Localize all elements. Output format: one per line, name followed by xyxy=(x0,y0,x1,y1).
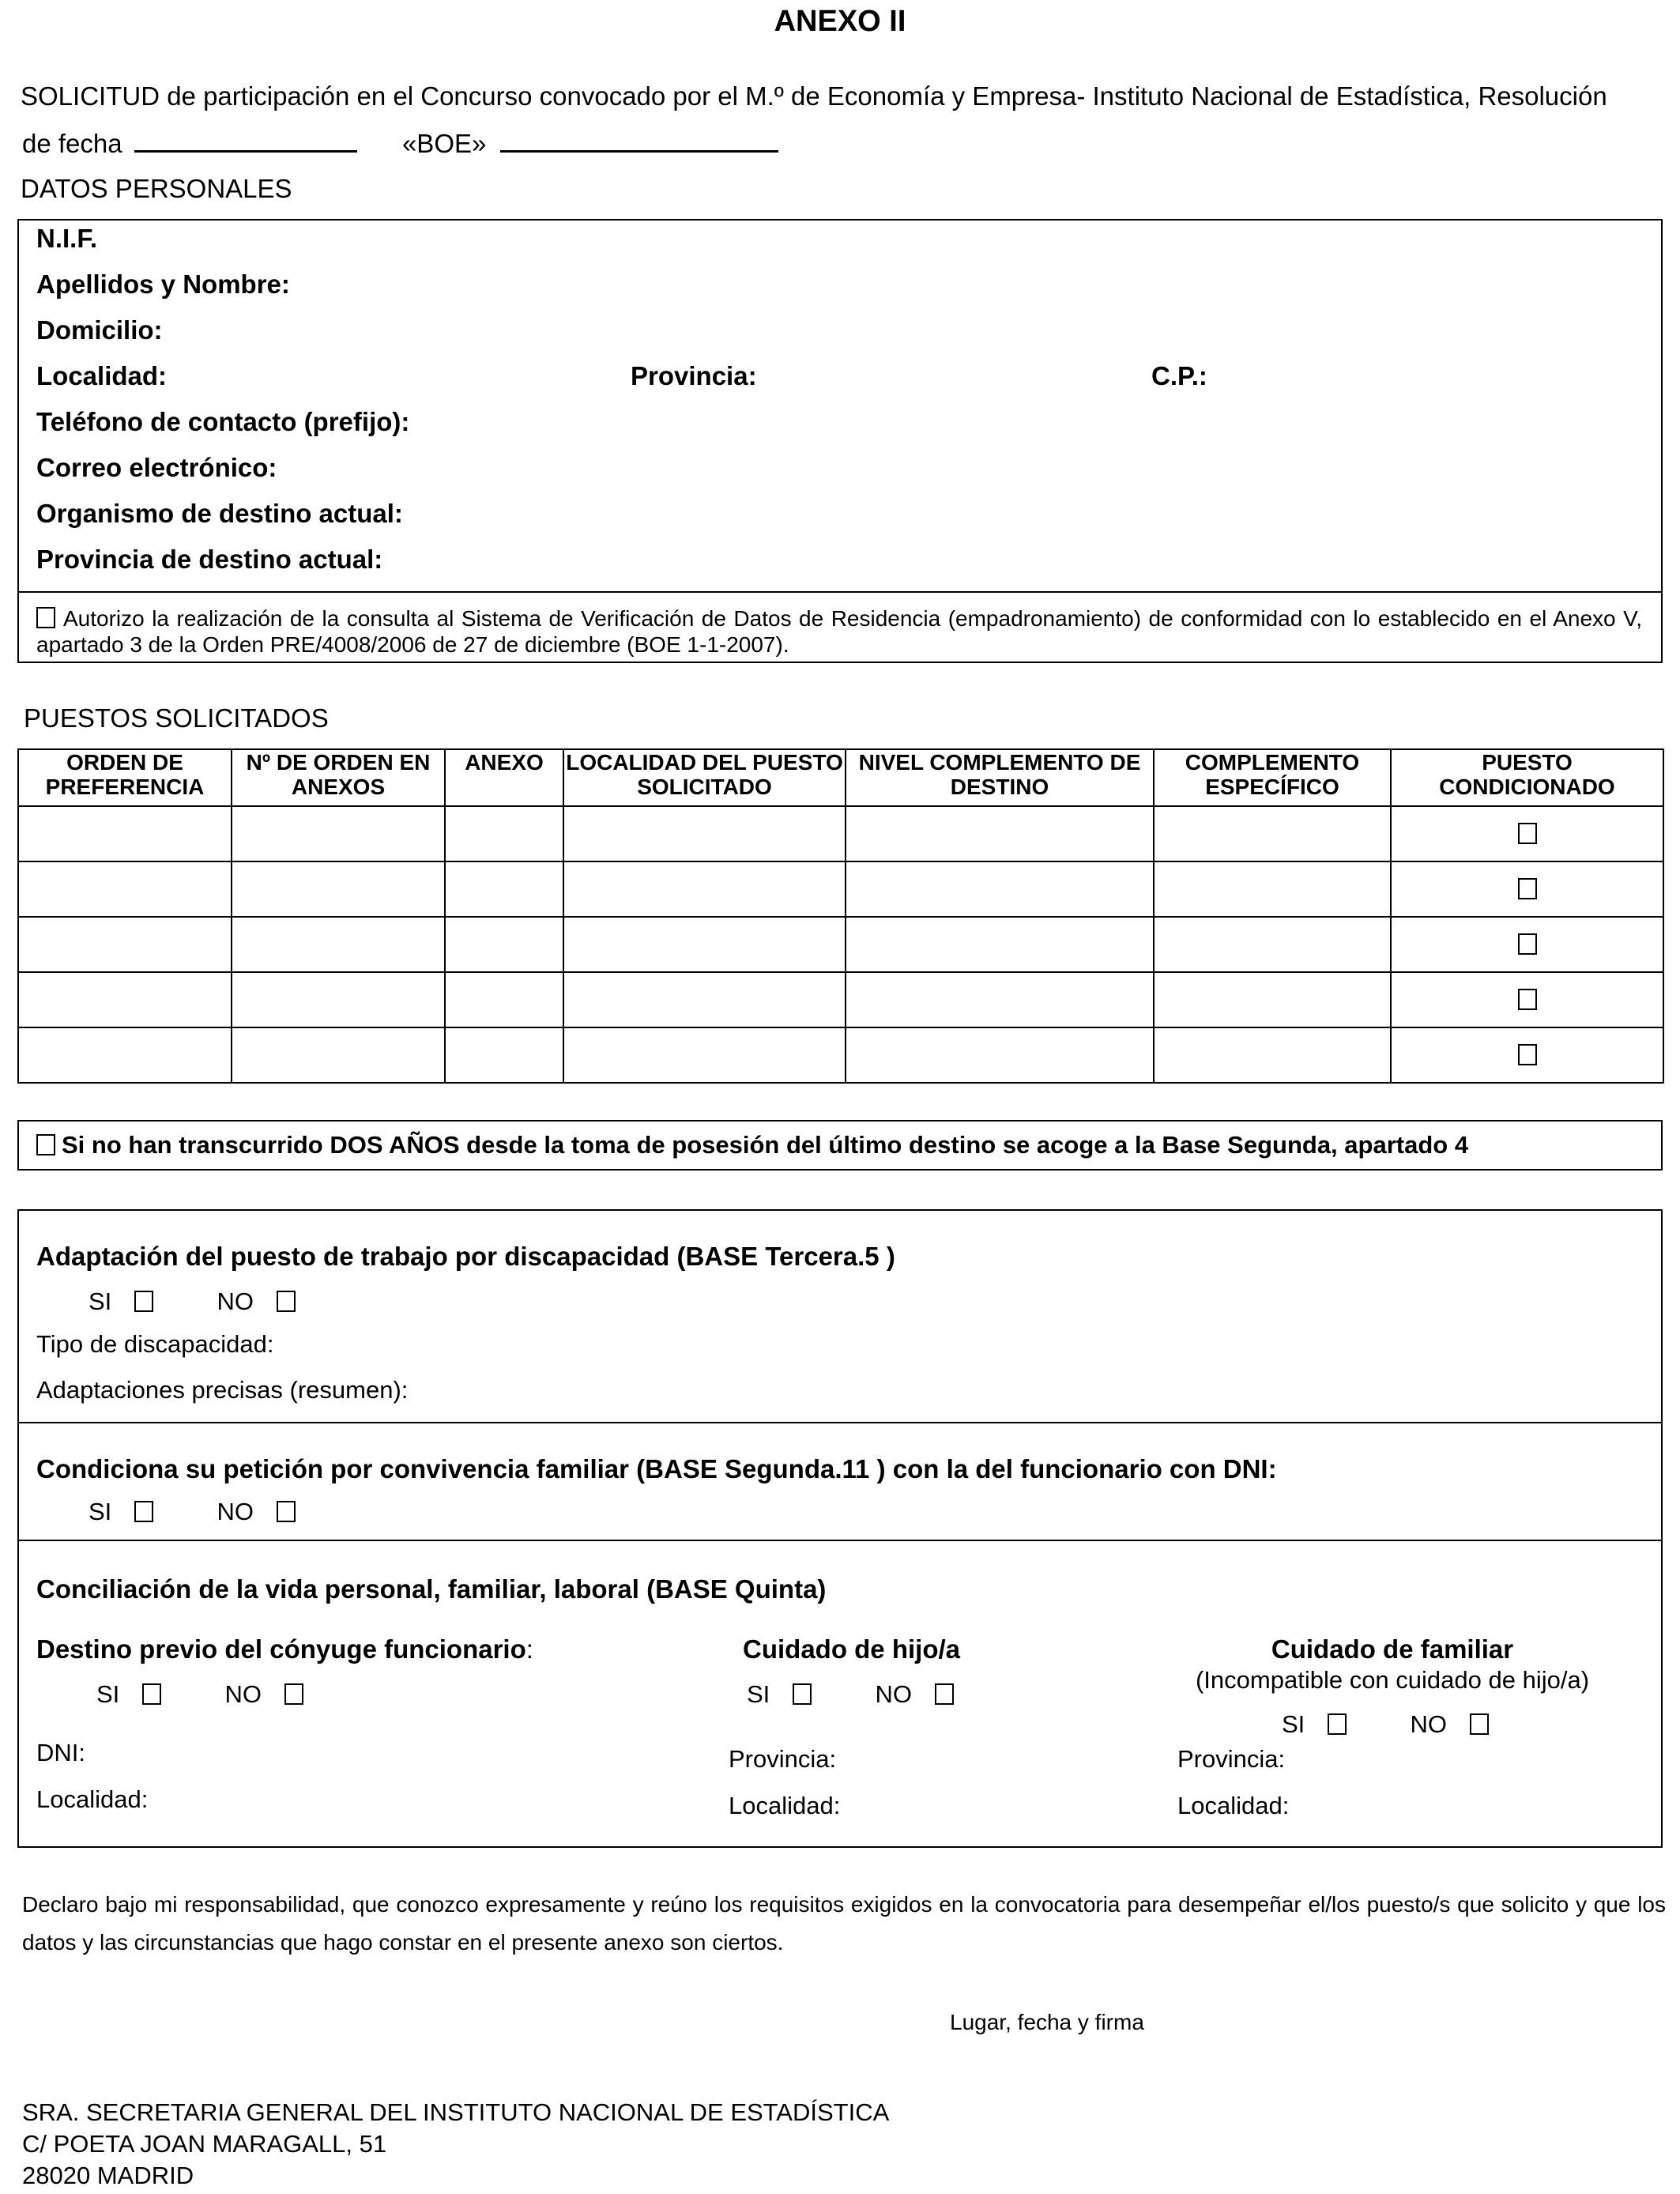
address-line-3: 28020 MADRID xyxy=(22,2162,194,2189)
col-nivel-complemento: NIVEL COMPLEMENTO DE DESTINO xyxy=(846,749,1154,806)
document-title: ANEXO II xyxy=(774,5,906,38)
table-row xyxy=(18,806,1663,861)
dos-anos-checkbox[interactable] xyxy=(36,1134,55,1155)
table-cell[interactable] xyxy=(445,806,563,861)
table-cell[interactable] xyxy=(445,861,563,917)
dos-anos-text-pre: Si no han transcurrido xyxy=(62,1131,330,1159)
apellidos-label: Apellidos y Nombre: xyxy=(36,270,290,299)
table-cell[interactable] xyxy=(1154,972,1391,1027)
conyuge-title: Destino previo del cónyuge funcionario xyxy=(36,1634,526,1664)
convivencia-si-label: SI xyxy=(89,1498,112,1525)
hijo-no-checkbox[interactable] xyxy=(935,1683,954,1705)
consent-checkbox[interactable] xyxy=(36,607,55,628)
conciliacion-title: Conciliación de la vida personal, familiar, laboral (BASE Quinta) xyxy=(36,1574,827,1604)
conyuge-no-label: NO xyxy=(224,1680,262,1708)
table-row xyxy=(18,972,1663,1027)
consent-block xyxy=(36,605,1642,658)
table-cell[interactable] xyxy=(18,972,232,1027)
col-orden-preferencia: ORDEN DE PREFERENCIA xyxy=(18,749,232,806)
table-cell[interactable] xyxy=(563,917,846,972)
nif-label: N.I.F. xyxy=(36,224,98,253)
convivencia-si-checkbox[interactable] xyxy=(134,1501,153,1522)
table-cell[interactable] xyxy=(563,806,846,861)
declaracion-text: Declaro bajo mi responsabilidad, que conozco expresamente y reúno los requisitos exigidos en la convocatoria para desempeñar el/los puesto/s que solicito y que los datos y las circunstancias que hago constar en el presente anexo son ciertos. xyxy=(22,1892,1666,1955)
hijo-si-no xyxy=(747,1679,954,1710)
table-row xyxy=(18,861,1663,917)
circumstances-divider-1 xyxy=(17,1422,1663,1423)
convivencia-si-no xyxy=(89,1497,296,1527)
dos-anos-block xyxy=(36,1130,1468,1160)
condicionado-checkbox[interactable] xyxy=(1518,878,1537,899)
convivencia-no-checkbox[interactable] xyxy=(277,1501,296,1522)
table-cell[interactable] xyxy=(1154,917,1391,972)
hijo-provincia-label: Provincia: xyxy=(729,1745,837,1773)
familiar-subtitle: (Incompatible con cuidado de hijo/a) xyxy=(1195,1666,1590,1694)
hijo-no-label: NO xyxy=(875,1680,913,1708)
adaptacion-no-checkbox[interactable] xyxy=(277,1291,296,1312)
hijo-si-checkbox[interactable] xyxy=(793,1683,812,1705)
familiar-si-no xyxy=(1282,1710,1489,1740)
conyuge-si-no xyxy=(96,1679,303,1710)
circumstances-divider-2 xyxy=(17,1540,1663,1541)
hijo-title: Cuidado de hijo/a xyxy=(743,1634,961,1664)
condicionado-checkbox[interactable] xyxy=(1518,823,1537,844)
address-line-1: SRA. SECRETARIA GENERAL DEL INSTITUTO NACIONAL DE ESTADÍSTICA xyxy=(22,2098,890,2126)
familiar-si-checkbox[interactable] xyxy=(1328,1713,1347,1735)
familiar-si-label: SI xyxy=(1282,1710,1305,1738)
convivencia-title: Condiciona su petición por convivencia familiar (BASE Segunda.11 ) con la del funcionario con DNI: xyxy=(36,1454,1277,1483)
table-cell xyxy=(1391,972,1663,1027)
table-row xyxy=(18,917,1663,972)
familiar-localidad-label: Localidad: xyxy=(1177,1792,1290,1819)
table-row xyxy=(18,1027,1663,1083)
correo-label: Correo electrónico: xyxy=(36,453,277,482)
table-cell[interactable] xyxy=(18,806,232,861)
adaptacion-si-checkbox[interactable] xyxy=(134,1291,153,1312)
table-cell[interactable] xyxy=(232,972,445,1027)
table-cell[interactable] xyxy=(563,861,846,917)
table-cell xyxy=(1391,861,1663,917)
col-localidad: LOCALIDAD DEL PUESTO SOLICITADO xyxy=(563,749,846,806)
tipo-discapacidad-label: Tipo de discapacidad: xyxy=(36,1330,274,1358)
intro-line: SOLICITUD de participación en el Concurso convocado por el M.º de Economía y Empresa- Instituto Nacional de Estadística, Resolución xyxy=(21,81,1607,111)
adaptacion-si-no xyxy=(89,1287,296,1317)
adaptaciones-label: Adaptaciones precisas (resumen): xyxy=(36,1376,409,1404)
conyuge-localidad-label: Localidad: xyxy=(36,1785,149,1813)
condicionado-checkbox[interactable] xyxy=(1518,1044,1537,1065)
table-cell[interactable] xyxy=(232,861,445,917)
conyuge-no-checkbox[interactable] xyxy=(284,1683,303,1705)
telefono-label: Teléfono de contacto (prefijo): xyxy=(36,407,410,436)
organismo-label: Organismo de destino actual: xyxy=(36,499,403,528)
adaptacion-no-label: NO xyxy=(217,1287,254,1315)
personal-divider xyxy=(17,591,1663,593)
conyuge-si-label: SI xyxy=(96,1680,120,1708)
table-cell[interactable] xyxy=(18,861,232,917)
adaptacion-title: Adaptación del puesto de trabajo por discapacidad (BASE Tercera.5 ) xyxy=(36,1242,895,1271)
table-cell[interactable] xyxy=(563,972,846,1027)
provincia-label: Provincia: xyxy=(631,361,757,390)
table-cell[interactable] xyxy=(18,917,232,972)
table-cell[interactable] xyxy=(18,1027,232,1083)
boe-label: «BOE» xyxy=(401,129,487,158)
personal-heading: DATOS PERSONALES xyxy=(21,174,292,203)
table-cell[interactable] xyxy=(846,917,1154,972)
address-line-2: C/ POETA JOAN MARAGALL, 51 xyxy=(22,2130,387,2158)
table-cell[interactable] xyxy=(846,861,1154,917)
col-numero-orden: Nº DE ORDEN EN ANEXOS xyxy=(232,749,445,806)
condicionado-checkbox[interactable] xyxy=(1518,933,1537,955)
table-cell xyxy=(1391,917,1663,972)
table-cell xyxy=(1391,1027,1663,1083)
table-cell[interactable] xyxy=(232,917,445,972)
intro-date-row xyxy=(22,126,778,160)
adaptacion-si-label: SI xyxy=(89,1287,112,1315)
puestos-table xyxy=(17,748,1664,1084)
puestos-heading: PUESTOS SOLICITADOS xyxy=(24,703,329,733)
familiar-title: Cuidado de familiar xyxy=(1271,1634,1514,1664)
table-cell[interactable] xyxy=(563,1027,846,1083)
table-cell[interactable] xyxy=(445,972,563,1027)
familiar-no-label: NO xyxy=(1410,1710,1448,1738)
familiar-provincia-label: Provincia: xyxy=(1177,1745,1286,1773)
hijo-si-label: SI xyxy=(747,1680,770,1708)
consent-text: Autorizo la realización de la consulta al Sistema de Verificación de Datos de Residencia (empadronamiento) de conformidad con lo establecido en el Anexo V, apartado 3 de la Orden PRE/4008/2006 de 27 de diciembre (BOE 1-1-2007). xyxy=(36,606,1642,657)
table-header-row xyxy=(18,749,1663,806)
table-cell xyxy=(1391,806,1663,861)
col-complemento-especifico: COMPLEMENTO ESPECÍFICO xyxy=(1154,749,1391,806)
dos-anos-text-post: desde la toma de posesión del último destino se acoge a la Base Segunda, apartado 4 xyxy=(459,1131,1469,1159)
table-cell[interactable] xyxy=(846,972,1154,1027)
table-cell[interactable] xyxy=(445,917,563,972)
col-anexo: ANEXO xyxy=(445,749,563,806)
condicionado-checkbox[interactable] xyxy=(1518,989,1537,1010)
familiar-no-checkbox[interactable] xyxy=(1470,1713,1489,1735)
dos-anos-text-strong: DOS AÑOS xyxy=(330,1131,460,1159)
date-field[interactable] xyxy=(134,126,357,153)
localidad-label: Localidad: xyxy=(36,361,168,390)
table-cell[interactable] xyxy=(232,1027,445,1083)
conyuge-si-checkbox[interactable] xyxy=(142,1683,161,1705)
boe-field[interactable] xyxy=(500,126,778,153)
provincia-destino-label: Provincia de destino actual: xyxy=(36,545,383,574)
table-cell[interactable] xyxy=(445,1027,563,1083)
table-cell[interactable] xyxy=(1154,806,1391,861)
convivencia-no-label: NO xyxy=(217,1498,254,1525)
hijo-localidad-label: Localidad: xyxy=(729,1792,841,1819)
table-cell[interactable] xyxy=(232,806,445,861)
table-cell[interactable] xyxy=(1154,861,1391,917)
date-label: de fecha xyxy=(22,129,122,158)
domicilio-label: Domicilio: xyxy=(36,315,163,345)
col-puesto-condicionado: PUESTO CONDICIONADO xyxy=(1391,749,1663,806)
conyuge-dni-label: DNI: xyxy=(36,1739,85,1766)
firma-label: Lugar, fecha y firma xyxy=(950,2010,1144,2034)
conyuge-title-row xyxy=(36,1634,533,1665)
table-cell[interactable] xyxy=(1154,1027,1391,1083)
cp-label: C.P.: xyxy=(1151,361,1207,390)
table-cell[interactable] xyxy=(846,1027,1154,1083)
table-cell[interactable] xyxy=(846,806,1154,861)
conyuge-colon: : xyxy=(525,1634,533,1664)
